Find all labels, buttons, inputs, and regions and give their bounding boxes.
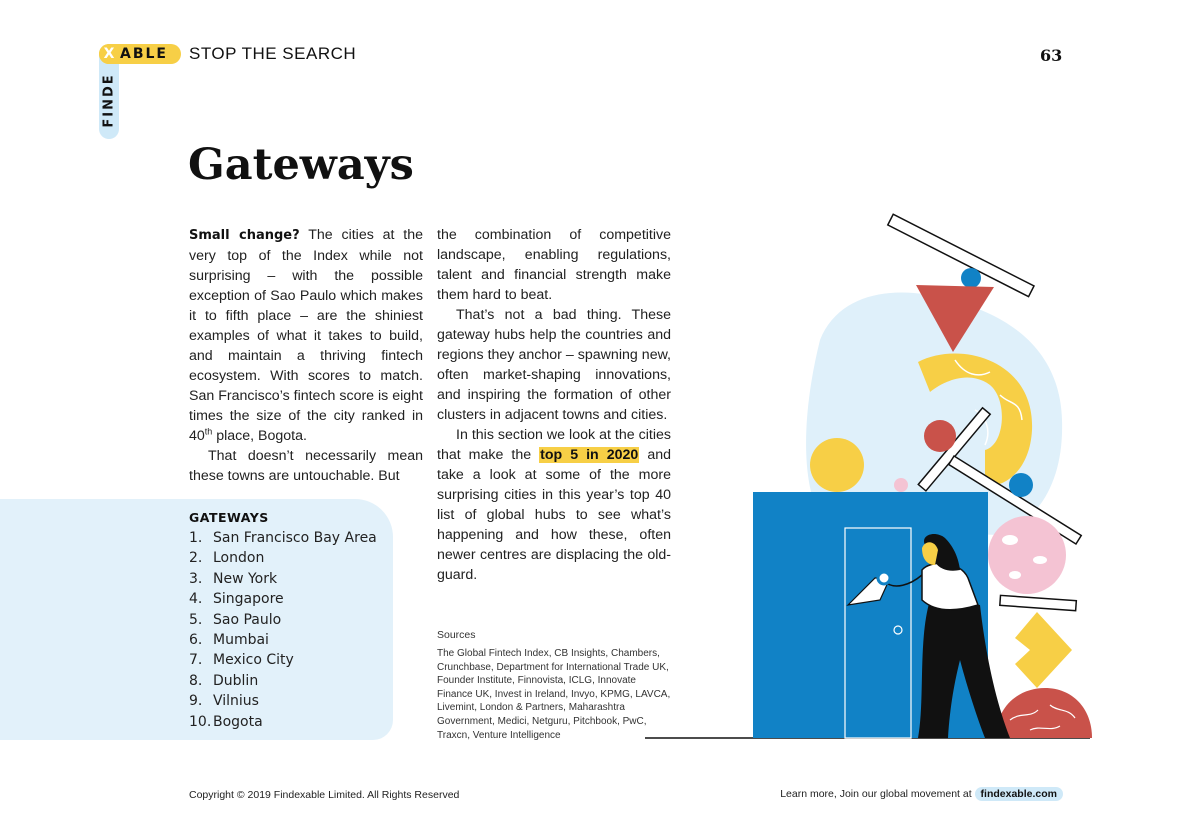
col2-paragraph-2: That’s not a bad thing. These gateway hubs help the countries and regions they anchor – spawning new, often market-shaping innovations, and inspiring the formation of other clusters in adjacent towns and cities. (437, 307, 671, 423)
tilted-bar-top (888, 214, 1034, 296)
list-item (189, 671, 377, 691)
col1-p1-end: place, Bogota. (212, 428, 307, 444)
list-item-number: 10. (189, 713, 212, 730)
list-item (189, 548, 377, 568)
list-item-city: San Francisco Bay Area (213, 530, 377, 546)
col2-p3-end: and take a look at some of the more surprising cities in this year’s top 40 list of global hubs to see what’s happening and how these, often newer centres are displacing the old-guard. (437, 447, 671, 583)
yellow-chevron (1015, 612, 1072, 688)
list-item-city: Vilnius (213, 693, 259, 710)
col2-p3-start: In this section we look at the cities that make the (437, 427, 671, 463)
logo-x-mark: X (99, 44, 119, 64)
footer-cta-text: Learn more, Join our global movement at (780, 788, 975, 800)
list-item-city: Mumbai (213, 631, 269, 648)
list-item (189, 610, 377, 630)
col1-paragraph-2: That doesn’t necessarily mean these towns are untouchable. But (189, 448, 423, 484)
list-item-city: New York (213, 570, 278, 587)
list-item-number: 2. (189, 550, 203, 567)
list-item-number: 8. (189, 672, 203, 689)
list-item-city: Bogota (213, 713, 263, 730)
red-circle (924, 420, 956, 452)
list-item-number: 6. (189, 631, 203, 648)
pink-dot (894, 478, 908, 492)
list-item (189, 569, 377, 589)
list-item (189, 528, 377, 548)
list-item (189, 589, 377, 609)
list-item (189, 712, 377, 732)
list-item-number: 7. (189, 652, 203, 669)
col2-paragraph-1: the combination of competitive landscape, enabling regulations, talent and financial strength make them hard to beat. (437, 227, 671, 303)
gateways-list (189, 528, 377, 732)
sources-text: The Global Fintech Index, CB Insights, Chambers, Crunchbase, Department for International Trade UK, Founder Institute, Finnovista, ICLG, Innovate Finance UK, Invest in Ireland, Invyo, KPMG, LAVCA, Livemint, London & Partners, Maharashtra Government, Medici, Netguru, Pitchbook, PwC, Traxcn, Venture Intelligence (437, 648, 671, 741)
list-item-city: London (213, 550, 265, 567)
blue-dot (1009, 473, 1033, 497)
list-item-city: Dublin (213, 672, 259, 689)
red-half-circle (996, 688, 1092, 738)
list-item (189, 650, 377, 670)
list-item (189, 691, 377, 711)
body-column-2 (437, 225, 671, 585)
sources-heading: Sources (437, 629, 476, 641)
list-item-number: 5. (189, 611, 203, 628)
website-link[interactable]: findexable.com (975, 787, 1063, 801)
logo-finde (99, 64, 119, 136)
list-item-city: Sao Paulo (213, 611, 282, 628)
list-item-number: 1. (189, 530, 203, 546)
blue-dot-small (961, 268, 981, 288)
gateways-heading: GATEWAYS (189, 510, 269, 525)
body-column-1 (189, 225, 423, 486)
logo-finde-text: FINDE (101, 72, 117, 128)
person-opening-door-illustration (640, 205, 1100, 745)
small-bar-right (1000, 595, 1077, 610)
highlight-top5: top 5 in 2020 (540, 447, 639, 463)
list-item-number: 9. (189, 693, 203, 710)
page-number: 63 (1040, 46, 1063, 65)
logo-able-text: ABLE (120, 46, 168, 62)
col1-paragraph-1 (189, 225, 423, 446)
footer-cta (780, 787, 1063, 801)
ordinal-suffix: th (204, 426, 213, 437)
lead-in: Small change? (189, 228, 300, 243)
pink-circle (988, 516, 1066, 594)
copyright-text: Copyright © 2019 Findexable Limited. All Rights Reserved (189, 789, 460, 801)
list-item-city: Mexico City (213, 652, 294, 669)
yellow-circle (810, 438, 864, 492)
page-title: Gateways (188, 140, 414, 190)
list-item (189, 630, 377, 650)
col2-paragraph-3 (437, 425, 671, 585)
col1-p1-text: The cities at the very top of the Index while not surprising – with the possible exception of Sao Paulo which makes it to fifth place – are the shiniest examples of what it takes to build, and maintain a thriving fintech ecosystem. With scores to match. San Francisco’s fintech score is eight times the size of the city ranked in 40 (189, 227, 423, 444)
list-item-number: 4. (189, 591, 203, 608)
list-item-city: Singapore (213, 591, 284, 608)
section-title: STOP THE SEARCH (189, 44, 357, 63)
list-item-number: 3. (189, 570, 203, 587)
